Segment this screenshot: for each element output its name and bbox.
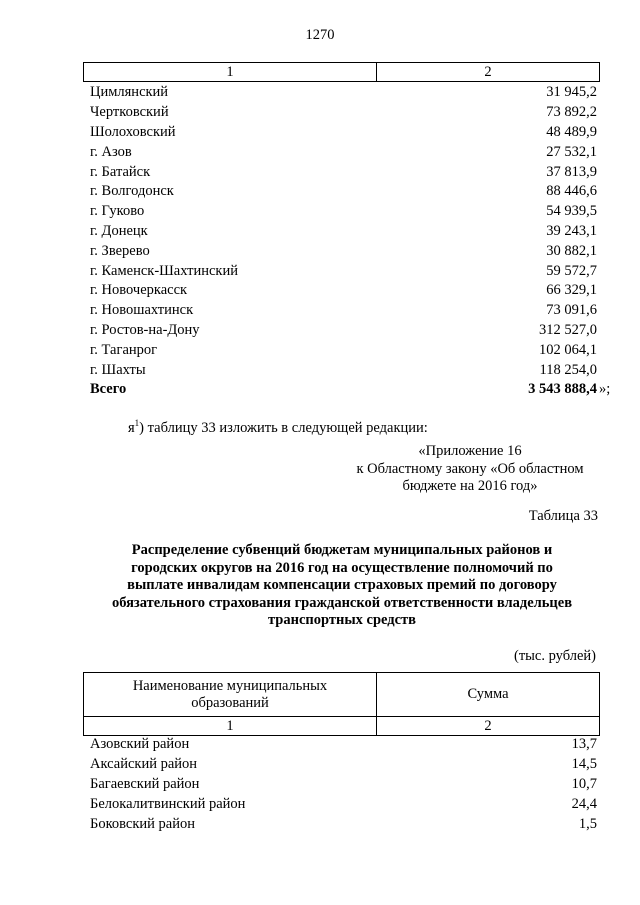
title-line-1: Распределение субвенций бюджетам муниципальных районов и	[131, 542, 553, 558]
row-value: 54 939,5	[546, 203, 597, 220]
row-name: г. Каменск-Шахтинский	[90, 262, 238, 279]
row-name: г. Гуково	[90, 203, 145, 220]
appendix-line-2: к Областному закону «Об областном	[356, 460, 584, 477]
row-name: Азовский район	[90, 736, 190, 753]
row-name: Боковский район	[90, 815, 195, 832]
row-value: 312 527,0	[539, 321, 597, 338]
table2-col-1: 1	[84, 717, 377, 735]
row-name: г. Новошахтинск	[90, 302, 194, 319]
page-number: 1270	[305, 27, 335, 43]
row-value: 39 243,1	[546, 222, 597, 239]
row-name: г. Шахты	[90, 361, 146, 378]
units-label: (тыс. рублей)	[514, 648, 596, 664]
table-row	[90, 281, 597, 301]
row-value: 118 254,0	[539, 361, 597, 378]
paragraph-superscript: 1	[134, 418, 140, 428]
appendix-line-3: бюджете на 2016 год»	[402, 478, 538, 494]
row-value: 88 446,6	[546, 183, 597, 200]
table1-col-1: 1	[84, 63, 377, 81]
row-value: 73 892,2	[546, 104, 597, 121]
header-name-line-2: образований	[191, 694, 269, 711]
row-value: 30 882,1	[546, 242, 597, 259]
row-value: 59 572,7	[546, 262, 597, 279]
row-value: 10,7	[571, 775, 597, 792]
table-row	[90, 755, 597, 775]
row-value: 24,4	[571, 795, 597, 812]
row-name: г. Волгодонск	[90, 183, 174, 200]
row-value: 1,5	[578, 815, 597, 832]
table-row	[90, 182, 597, 202]
table-row	[90, 123, 597, 143]
table2-header-sum: Сумма	[467, 686, 509, 702]
total-label: Всего	[90, 381, 127, 398]
table-row	[90, 142, 597, 162]
table2-col-2: 2	[484, 717, 492, 734]
table1-col-2: 2	[484, 63, 492, 80]
row-value: 102 064,1	[539, 341, 597, 358]
title-line-2: городских округов на 2016 год на осуществление полномочий по	[131, 559, 553, 576]
table-row	[90, 162, 597, 182]
table-row	[90, 83, 597, 103]
row-name: Белокалитвинский район	[90, 795, 246, 812]
row-value: 48 489,9	[546, 123, 597, 140]
row-value: 73 091,6	[546, 302, 597, 319]
row-name: г. Донецк	[90, 222, 148, 239]
table-label: Таблица 33	[528, 508, 598, 524]
row-name: г. Зверево	[90, 242, 150, 259]
row-name: Цимлянский	[90, 84, 169, 101]
row-name: г. Батайск	[90, 163, 151, 180]
row-value: 31 945,2	[546, 84, 597, 101]
row-value: 13,7	[571, 736, 597, 753]
appendix-line-1: «Приложение 16	[418, 443, 522, 459]
table2-body	[90, 735, 597, 834]
table-total-row	[90, 380, 597, 400]
table-row	[90, 735, 597, 755]
table2-header	[83, 672, 600, 736]
title-line-5: транспортных средств	[267, 612, 417, 629]
table-row	[90, 103, 597, 123]
table-row	[90, 301, 597, 321]
row-name: г. Азов	[90, 143, 132, 160]
appendix-block	[340, 443, 600, 496]
row-name: Шолоховский	[90, 123, 176, 140]
document-title	[88, 542, 596, 630]
row-name: Багаевский район	[90, 775, 200, 792]
table-row	[90, 360, 597, 380]
amendment-paragraph	[128, 418, 428, 437]
paragraph-text: ) таблицу 33 изложить в следующей редакции:	[139, 419, 428, 436]
title-line-3: выплате инвалидам компенсации страховых премий по договору	[127, 577, 557, 594]
row-value: 37 813,9	[546, 163, 597, 180]
row-name: г. Таганрог	[90, 341, 158, 358]
row-value: 14,5	[571, 756, 597, 773]
row-name: Аксайский район	[90, 756, 198, 773]
table-row	[90, 202, 597, 222]
total-value: 3 543 888,4	[528, 381, 597, 398]
row-value: 66 329,1	[546, 282, 597, 299]
paragraph-prefix: я	[128, 419, 135, 436]
row-name: г. Ростов-на-Дону	[90, 321, 200, 338]
row-name: г. Новочеркасск	[90, 282, 188, 299]
table2-header-name	[84, 673, 377, 716]
table-row	[90, 261, 597, 281]
table-row	[90, 241, 597, 261]
row-value: 27 532,1	[546, 143, 597, 160]
table-row	[90, 794, 597, 814]
table-row	[90, 321, 597, 341]
title-line-4: обязательного страхования гражданской ответственности владельцев	[111, 594, 573, 611]
table-row	[90, 775, 597, 795]
table1-header	[83, 62, 600, 82]
total-suffix: »;	[599, 381, 611, 397]
header-name-line-1: Наименование муниципальных	[132, 677, 328, 694]
table-row	[90, 814, 597, 834]
table-row	[90, 340, 597, 360]
table-row	[90, 222, 597, 242]
table1-body	[90, 83, 597, 400]
row-name: Чертковский	[90, 104, 169, 121]
